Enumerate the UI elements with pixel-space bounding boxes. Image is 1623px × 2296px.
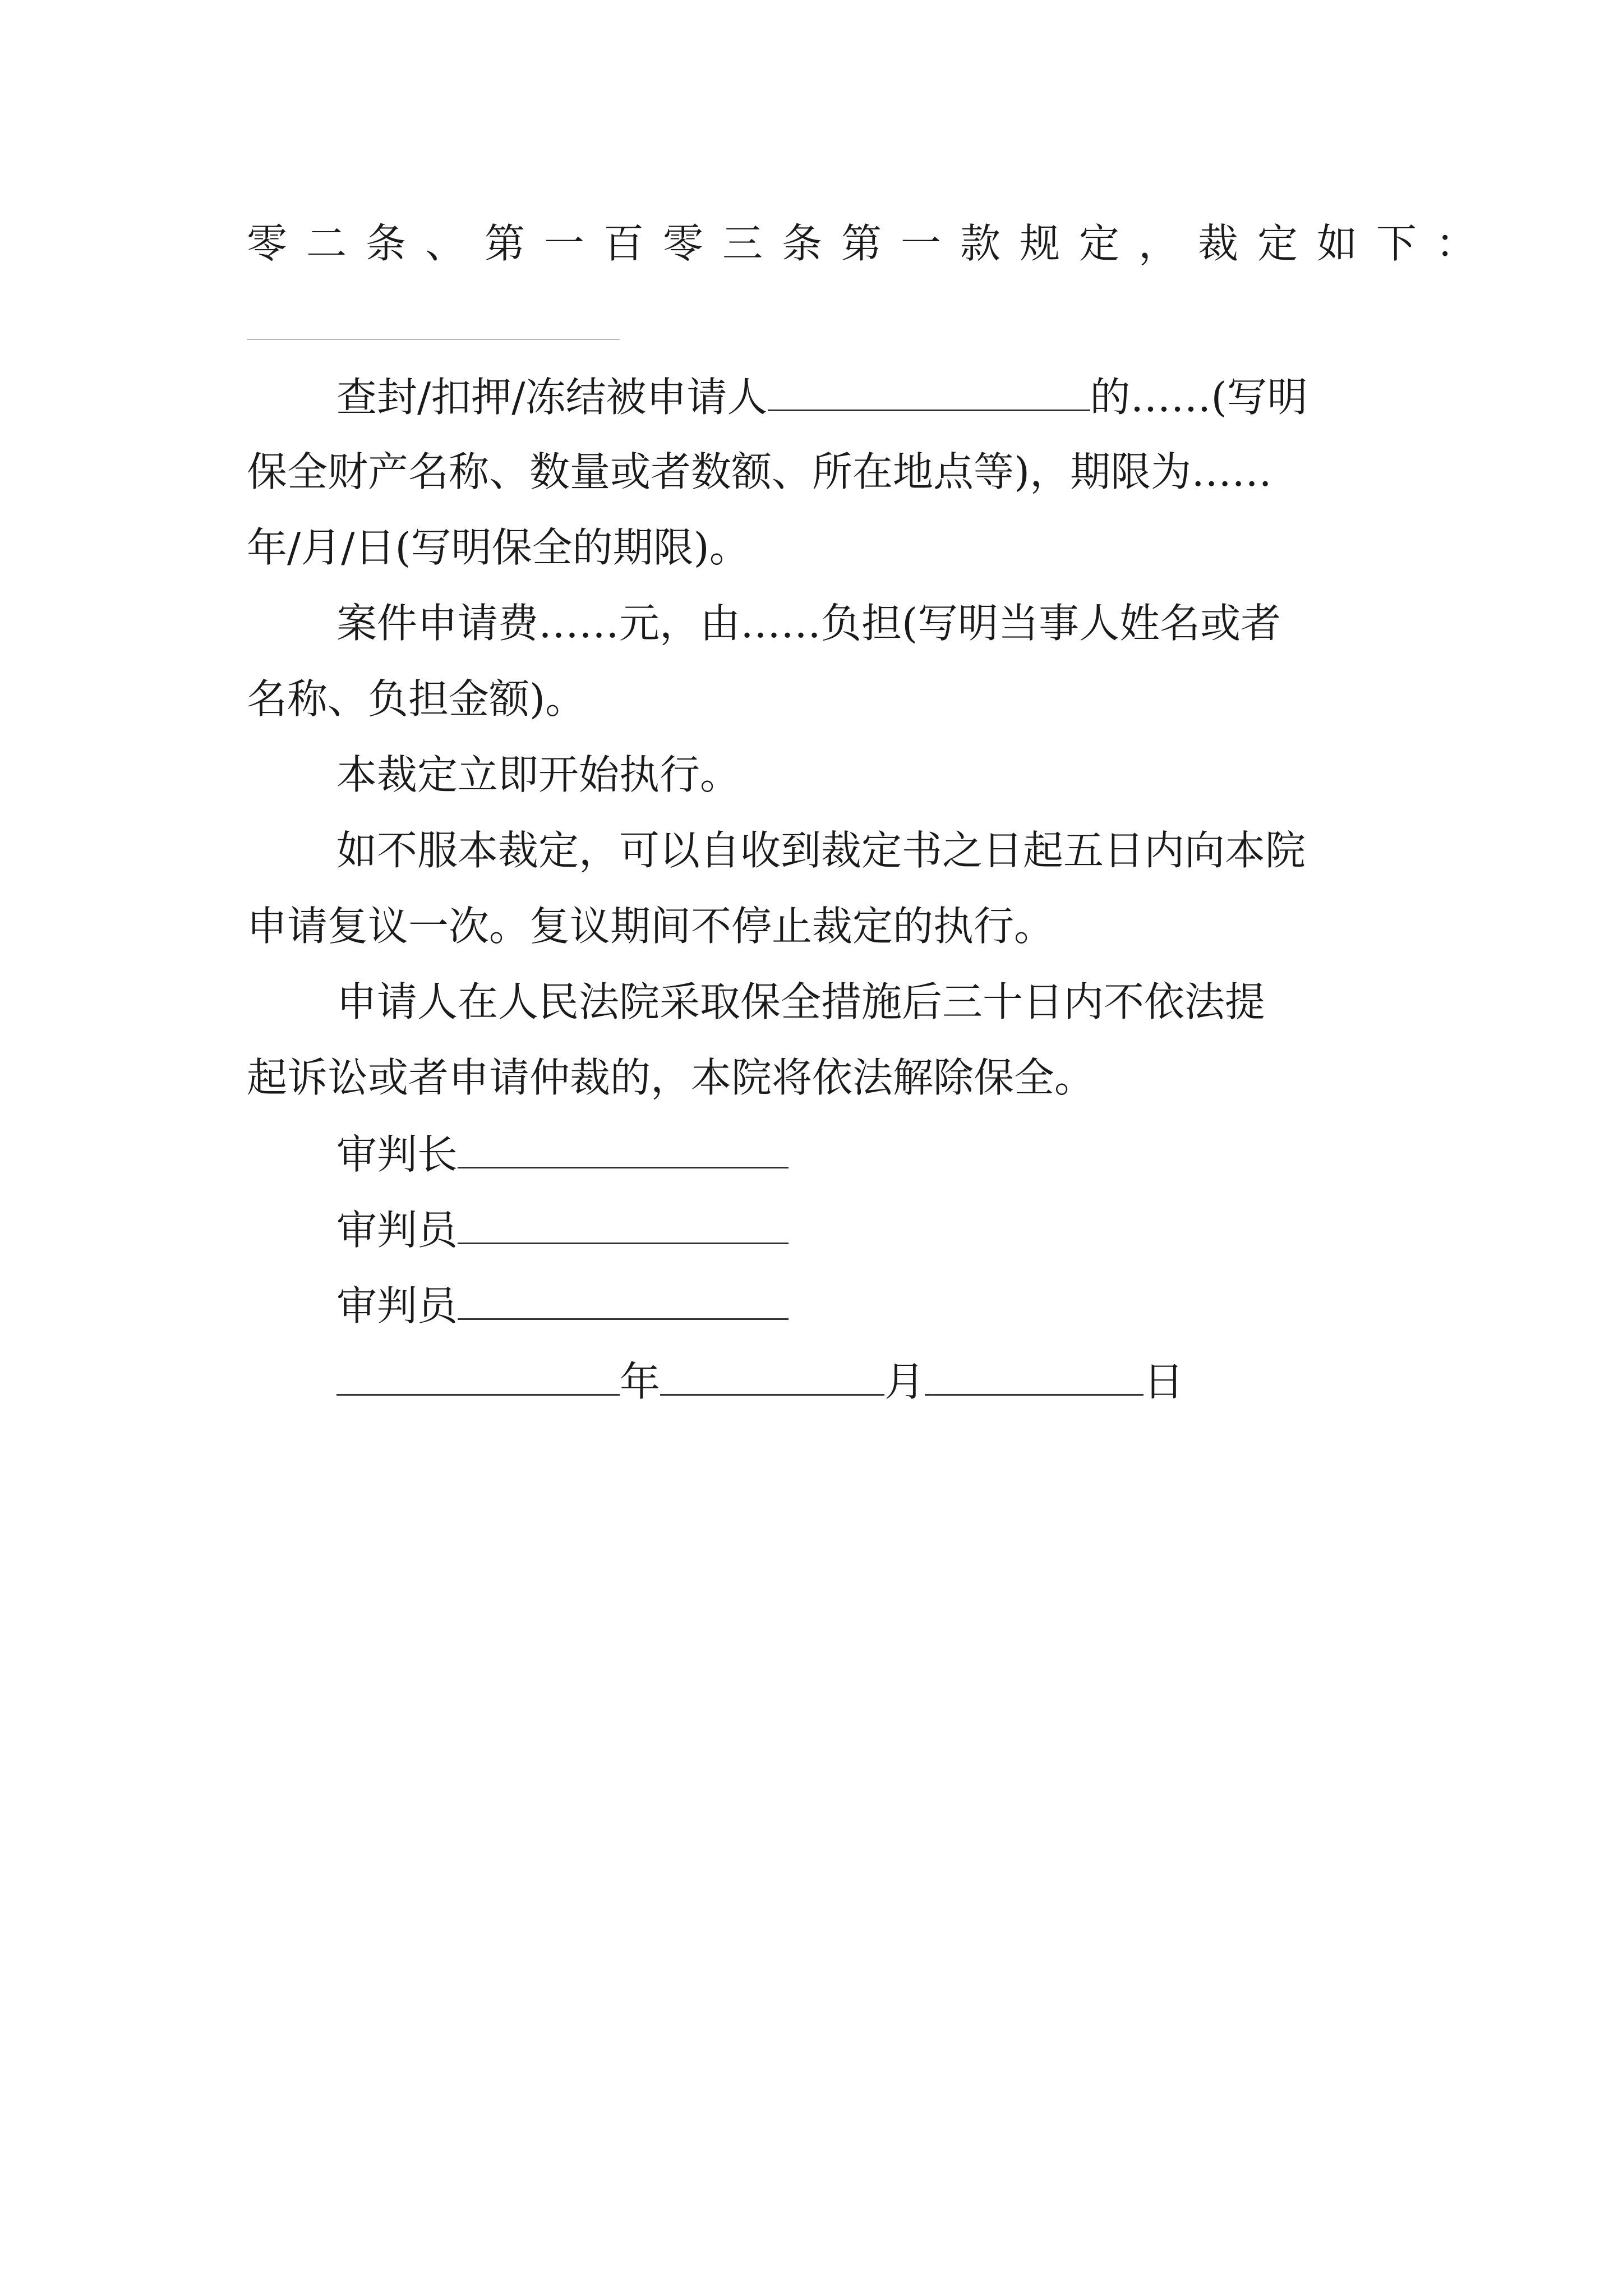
date-line	[336, 1358, 1184, 1405]
preservation-text-end: 的……(写明	[1090, 374, 1308, 421]
month-label: 月	[884, 1358, 925, 1405]
judge-1-blank	[458, 1209, 789, 1244]
fee-paragraph-line-1: 案件申请费……元，由……负担(写明当事人姓名或者	[336, 600, 1281, 647]
ruling-item-preservation-line-1	[336, 374, 1308, 421]
year-blank	[336, 1360, 620, 1396]
presiding-judge-blank	[458, 1133, 789, 1168]
ruling-item-preservation-line-2: 保全财产名称、数量或者数额、所在地点等)，期限为……	[247, 448, 1272, 495]
reconsideration-paragraph-line-2: 申请复议一次。复议期间不停止裁定的执行。	[247, 903, 1055, 950]
presiding-judge-label: 审判长	[336, 1131, 458, 1178]
judge-2-blank	[458, 1285, 789, 1320]
year-label: 年	[620, 1358, 661, 1405]
preservation-text-start: 查封/扣押/冻结被申请人	[336, 374, 768, 421]
signature-judge-2	[336, 1282, 789, 1329]
release-paragraph-line-2: 起诉讼或者申请仲裁的，本院将依法解除保全。	[247, 1054, 1095, 1101]
release-paragraph-line-1: 申请人在人民法院采取保全措施后三十日内不依法提	[336, 978, 1266, 1025]
reconsideration-paragraph-line-1: 如不服本裁定，可以自收到裁定书之日起五日内向本院	[336, 827, 1306, 874]
signature-presiding-judge	[336, 1131, 789, 1178]
day-label: 日	[1144, 1358, 1184, 1405]
signature-judge-1	[336, 1207, 789, 1254]
day-blank	[925, 1360, 1144, 1396]
ruling-item-preservation-line-3: 年/月/日(写明保全的期限)。	[247, 524, 750, 571]
month-blank	[660, 1360, 884, 1396]
judge-1-label: 审判员	[336, 1207, 458, 1254]
separator-line	[247, 339, 620, 340]
judge-2-label: 审判员	[336, 1282, 458, 1329]
respondent-name-blank	[768, 376, 1090, 411]
ruling-intro-line: 零二条、第一百零三条第一款规定，裁定如下：	[247, 220, 1496, 267]
fee-paragraph-line-2: 名称、负担金额)。	[247, 675, 586, 723]
immediate-execution-paragraph: 本裁定立即开始执行。	[336, 751, 741, 798]
